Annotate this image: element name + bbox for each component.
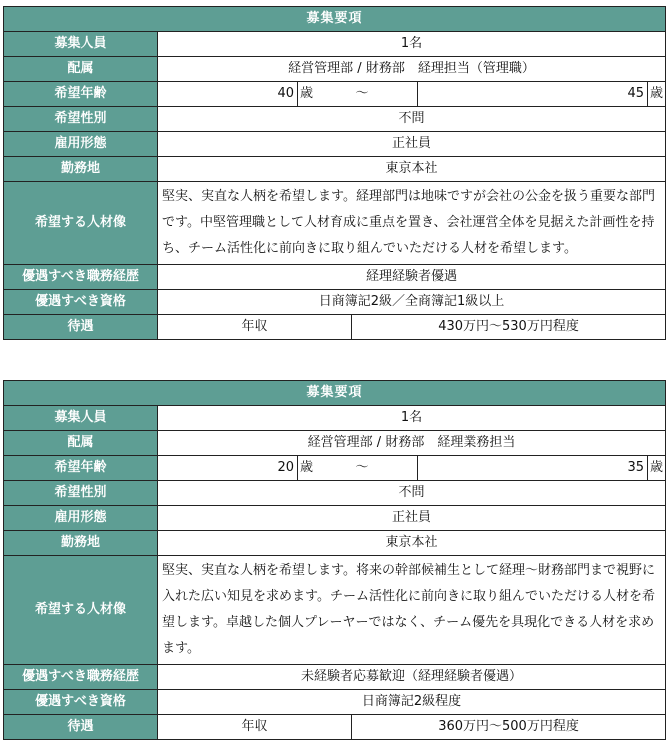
label-age: 希望年齢 (4, 82, 158, 107)
salary-label: 年収 (158, 715, 352, 740)
value-headcount: 1名 (158, 406, 666, 431)
label-experience: 優遇すべき職務経歴 (4, 265, 158, 290)
value-employment: 正社員 (158, 132, 666, 157)
label-department: 配属 (4, 431, 158, 456)
table-title: 募集要項 (4, 7, 666, 32)
value-experience: 未経験者応募歓迎（経理経験者優遇） (158, 665, 666, 690)
value-location: 東京本社 (158, 531, 666, 556)
label-age: 希望年齢 (4, 456, 158, 481)
value-age-min: 40 (158, 82, 298, 107)
age-unit: 歳 (298, 456, 352, 481)
value-experience: 経理経験者優遇 (158, 265, 666, 290)
value-department: 経営管理部 / 財務部 経理担当（管理職） (158, 57, 666, 82)
label-ideal: 希望する人材像 (4, 182, 158, 265)
label-headcount: 募集人員 (4, 32, 158, 57)
label-location: 勤務地 (4, 531, 158, 556)
table-title: 募集要項 (4, 381, 666, 406)
age-unit: 歳 (648, 82, 666, 107)
age-separator: 〜 (352, 82, 418, 107)
label-qualification: 優遇すべき資格 (4, 690, 158, 715)
value-headcount: 1名 (158, 32, 666, 57)
value-salary: 430万円〜530万円程度 (352, 315, 666, 340)
label-location: 勤務地 (4, 157, 158, 182)
job-posting-table-2 (3, 380, 666, 740)
label-gender: 希望性別 (4, 481, 158, 506)
age-separator: 〜 (352, 456, 418, 481)
label-gender: 希望性別 (4, 107, 158, 132)
value-location: 東京本社 (158, 157, 666, 182)
value-employment: 正社員 (158, 506, 666, 531)
label-experience: 優遇すべき職務経歴 (4, 665, 158, 690)
job-posting-table-1 (3, 6, 666, 340)
label-compensation: 待遇 (4, 715, 158, 740)
age-unit: 歳 (648, 456, 666, 481)
age-unit: 歳 (298, 82, 352, 107)
label-compensation: 待遇 (4, 315, 158, 340)
salary-label: 年収 (158, 315, 352, 340)
value-salary: 360万円〜500万円程度 (352, 715, 666, 740)
value-age-min: 20 (158, 456, 298, 481)
label-ideal: 希望する人材像 (4, 556, 158, 665)
value-qualification: 日商簿記2級程度 (158, 690, 666, 715)
value-qualification: 日商簿記2級／全商簿記1級以上 (158, 290, 666, 315)
value-age-max: 35 (418, 456, 648, 481)
value-ideal: 堅実、実直な人柄を希望します。経理部門は地味ですが会社の公金を扱う重要な部門です。中堅管理職として人材育成に重点を置き、会社運営全体を見据えた計画性を持ち、チーム活性化に前向きに取り組んでいただける人材を希望します。 (158, 182, 666, 265)
value-gender: 不問 (158, 107, 666, 132)
value-age-max: 45 (418, 82, 648, 107)
label-qualification: 優遇すべき資格 (4, 290, 158, 315)
value-department: 経営管理部 / 財務部 経理業務担当 (158, 431, 666, 456)
value-ideal: 堅実、実直な人柄を希望します。将来の幹部候補生として経理〜財務部門まで視野に入れた広い知見を求めます。チーム活性化に前向きに取り組んでいただける人材を希望します。卓越した個人プレーヤーではなく、チーム優先を具現化できる人材を求めます。 (158, 556, 666, 665)
value-gender: 不問 (158, 481, 666, 506)
label-employment: 雇用形態 (4, 132, 158, 157)
label-headcount: 募集人員 (4, 406, 158, 431)
label-department: 配属 (4, 57, 158, 82)
label-employment: 雇用形態 (4, 506, 158, 531)
